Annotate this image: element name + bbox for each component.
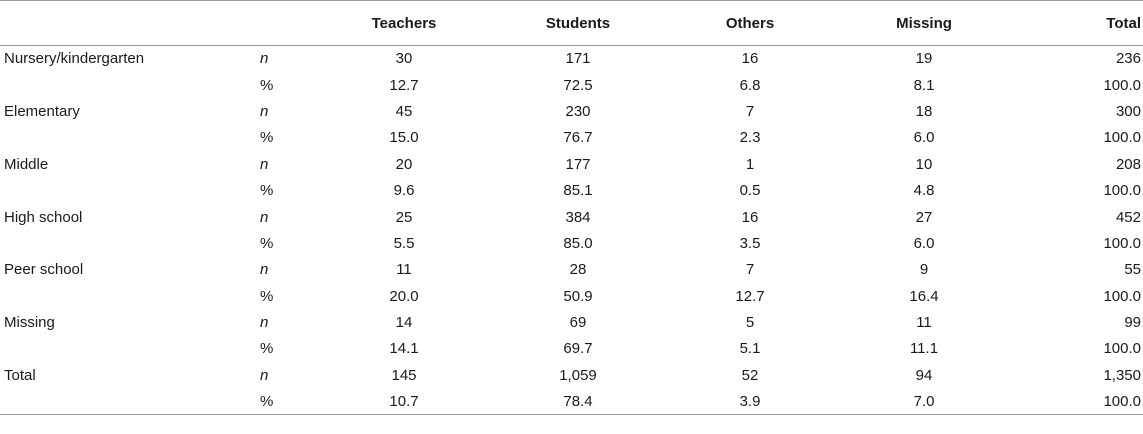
table-row xyxy=(0,362,1143,388)
table-body xyxy=(0,46,1143,415)
cell-teachers: 30 xyxy=(395,50,413,68)
header-row xyxy=(0,1,1143,46)
table-row xyxy=(0,336,1143,362)
cell-missing: 18 xyxy=(915,102,933,120)
cell-teachers: 15.0 xyxy=(389,129,419,147)
cell-others: 3.9 xyxy=(666,389,834,415)
cell-others: 12.7 xyxy=(735,287,765,305)
cell-total: 100.0 xyxy=(1103,76,1141,94)
row-statistic: % xyxy=(260,129,274,147)
cell-others: 0.5 xyxy=(739,182,761,200)
cell-total: 100.0 xyxy=(1103,287,1141,305)
row-statistic: n xyxy=(260,261,269,279)
cell-teachers: 14.1 xyxy=(389,340,419,358)
cell-others: 6.8 xyxy=(739,76,761,94)
cell-teachers: 14 xyxy=(395,314,413,332)
cell-others: 7 xyxy=(745,102,755,120)
row-label: High school xyxy=(4,208,83,226)
cell-students: 177 xyxy=(565,155,591,173)
table-row xyxy=(0,309,1143,335)
row-statistic: n xyxy=(260,208,269,226)
row-statistic: n xyxy=(260,155,269,173)
row-label: Nursery/kindergarten xyxy=(4,50,145,68)
cell-others: 5 xyxy=(745,314,755,332)
row-label xyxy=(0,72,258,98)
cell-total: 100.0 xyxy=(1103,182,1141,200)
cell-total: 55 xyxy=(1124,261,1141,279)
cell-total: 100.0 xyxy=(1103,129,1141,147)
row-statistic: n xyxy=(260,366,269,384)
cell-total: 208 xyxy=(1115,155,1141,173)
cell-teachers: 20 xyxy=(395,155,413,173)
cell-missing: 9 xyxy=(919,261,929,279)
cell-others: 3.5 xyxy=(739,234,761,252)
cell-others: 1 xyxy=(745,155,755,173)
table-row xyxy=(0,204,1143,230)
cell-missing: 6.0 xyxy=(913,234,935,252)
cell-students: 230 xyxy=(565,102,591,120)
cell-students: 85.1 xyxy=(563,182,593,200)
cell-students: 69 xyxy=(569,314,587,332)
table-row xyxy=(0,72,1143,98)
cell-teachers: 45 xyxy=(395,102,413,120)
row-statistic: n xyxy=(260,50,269,68)
table-row xyxy=(0,257,1143,283)
cell-missing: 94 xyxy=(915,366,933,384)
cell-teachers: 11 xyxy=(396,261,412,279)
cell-total: 99 xyxy=(1124,314,1141,332)
cell-total: 300 xyxy=(1115,102,1141,120)
cell-students: 76.7 xyxy=(563,129,593,147)
row-label xyxy=(0,336,258,362)
cell-students: 85.0 xyxy=(563,234,593,252)
row-statistic: % xyxy=(260,234,274,252)
row-label: Elementary xyxy=(4,102,80,120)
row-label xyxy=(0,283,258,309)
cell-teachers: 20.0 xyxy=(389,287,419,305)
cell-missing: 16.4 xyxy=(909,287,939,305)
table-row xyxy=(0,151,1143,177)
cell-total: 100.0 xyxy=(1103,340,1141,358)
cell-students: 171 xyxy=(565,50,591,68)
table-header xyxy=(0,1,1143,46)
row-label: Peer school xyxy=(4,261,84,279)
cell-others: 7 xyxy=(745,261,755,279)
cell-students: 1,059 xyxy=(559,366,597,384)
cell-missing: 19 xyxy=(915,50,933,68)
row-label xyxy=(0,230,258,256)
cell-missing: 6.0 xyxy=(913,129,935,147)
cell-total: 100.0 xyxy=(1103,234,1141,252)
cell-missing: 7.0 xyxy=(834,389,1014,415)
row-statistic: % xyxy=(260,287,274,305)
row-label: Total xyxy=(4,366,36,384)
table-row xyxy=(0,283,1143,309)
header-cell-stat xyxy=(258,1,318,46)
cell-students: 50.9 xyxy=(563,287,593,305)
cell-missing: 8.1 xyxy=(913,76,935,94)
cell-students: 384 xyxy=(565,208,591,226)
cell-teachers: 10.7 xyxy=(318,389,490,415)
header-cell-students: Students xyxy=(490,1,666,46)
cell-teachers: 5.5 xyxy=(393,234,415,252)
row-statistic: % xyxy=(258,389,318,415)
cell-total: 1,350 xyxy=(1103,366,1141,384)
header-cell-teachers: Teachers xyxy=(318,1,490,46)
cell-total: 452 xyxy=(1115,208,1141,226)
cell-others: 16 xyxy=(741,208,759,226)
header-cell-others: Others xyxy=(666,1,834,46)
header-cell-label xyxy=(0,1,258,46)
cell-teachers: 9.6 xyxy=(393,182,415,200)
row-statistic: n xyxy=(260,102,269,120)
table-row xyxy=(0,389,1143,415)
cell-others: 2.3 xyxy=(739,129,761,147)
cell-missing: 10 xyxy=(915,155,933,173)
cell-others: 52 xyxy=(741,366,759,384)
table-row xyxy=(0,46,1143,72)
cell-teachers: 25 xyxy=(395,208,413,226)
table-row xyxy=(0,125,1143,151)
cell-missing: 11.1 xyxy=(909,340,939,358)
cell-total: 236 xyxy=(1115,50,1141,68)
cell-students: 69.7 xyxy=(563,340,593,358)
cell-students: 72.5 xyxy=(563,76,593,94)
row-label: Middle xyxy=(4,155,49,173)
cell-missing: 4.8 xyxy=(913,182,935,200)
table-row xyxy=(0,230,1143,256)
cell-students: 78.4 xyxy=(490,389,666,415)
cell-teachers: 12.7 xyxy=(389,76,419,94)
cell-missing: 11 xyxy=(916,314,932,332)
row-statistic: % xyxy=(260,340,274,358)
row-statistic: n xyxy=(260,314,269,332)
cell-others: 5.1 xyxy=(739,340,761,358)
cell-total: 100.0 xyxy=(1014,389,1143,415)
row-statistic: % xyxy=(260,182,274,200)
table-row xyxy=(0,177,1143,203)
row-label xyxy=(0,125,258,151)
row-label xyxy=(0,389,258,415)
header-cell-total: Total xyxy=(1014,1,1143,46)
cell-others: 16 xyxy=(741,50,759,68)
row-label xyxy=(0,177,258,203)
row-label: Missing xyxy=(4,314,55,332)
header-cell-missing: Missing xyxy=(834,1,1014,46)
cell-missing: 27 xyxy=(915,208,933,226)
row-statistic: % xyxy=(260,76,274,94)
cell-teachers: 145 xyxy=(391,366,417,384)
cell-students: 28 xyxy=(569,261,587,279)
table-row xyxy=(0,98,1143,124)
